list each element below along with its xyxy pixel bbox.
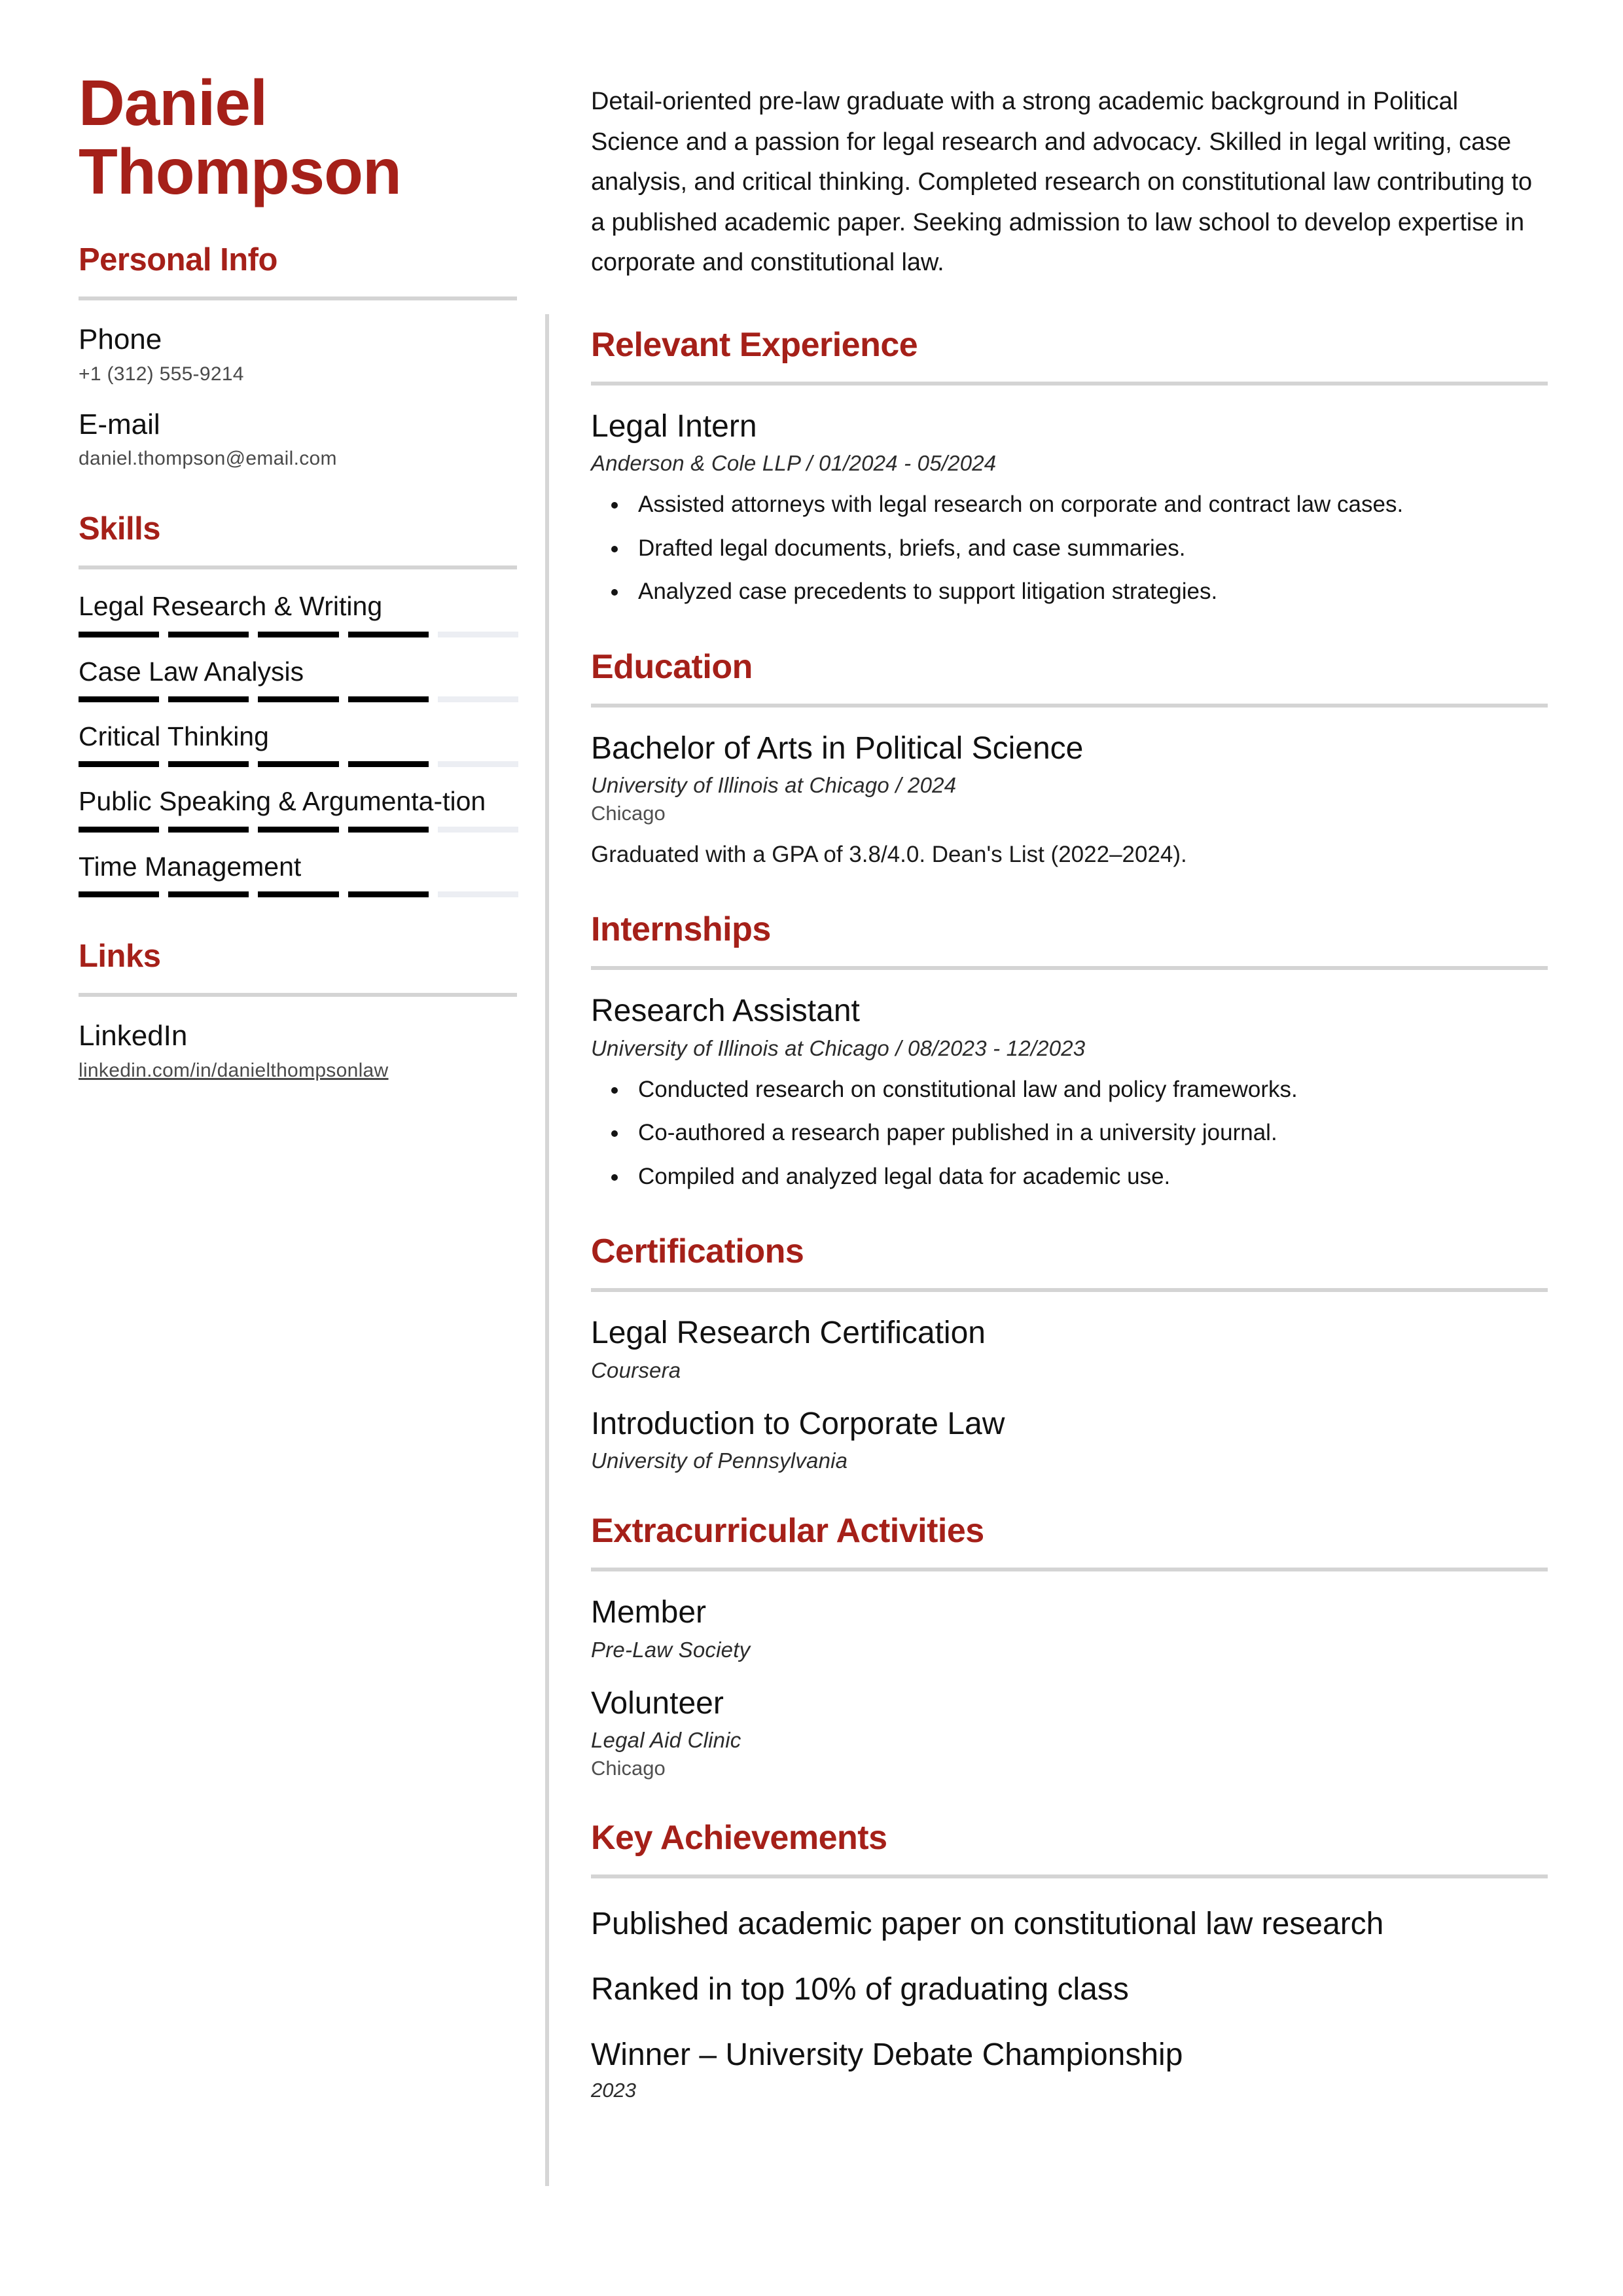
skill-rating-bar: [79, 761, 518, 767]
skill-name: Case Law Analysis: [79, 656, 304, 687]
last-name: Thompson: [79, 135, 401, 207]
bullet-item: • Compiled and analyzed legal data for academic use.: [629, 1160, 1548, 1194]
section-extracurricular: [591, 1511, 1548, 1780]
certification-entry: [591, 1314, 1548, 1383]
section-title-education: Education: [591, 647, 753, 686]
skill-segment: [438, 827, 518, 833]
extracurricular-entry: [591, 1685, 1548, 1781]
section-rule: [591, 704, 1548, 708]
entry-title: Volunteer: [591, 1685, 724, 1721]
section-rule: [79, 993, 517, 997]
achievement-entry: [591, 1905, 1548, 1944]
entry-subtitle: Coursera: [591, 1357, 681, 1382]
skill-segment: [168, 891, 249, 897]
skill-item: [79, 721, 517, 767]
skill-segment: [258, 632, 338, 637]
contact-value-email[interactable]: daniel.thompson@email.com: [79, 448, 337, 470]
section-rule: [79, 565, 517, 569]
skill-segment: [79, 827, 159, 833]
section-title-links: Links: [79, 939, 161, 975]
link-label-linkedin: LinkedIn: [79, 1020, 188, 1052]
skill-segment: [258, 827, 338, 833]
section-internships: [591, 910, 1548, 1194]
skill-segment: [258, 761, 338, 767]
skill-segment: [168, 827, 249, 833]
section-skills: [79, 511, 517, 897]
achievement-entry: [591, 2036, 1548, 2102]
section-title-personal-info: Personal Info: [79, 242, 277, 278]
skill-segment: [168, 696, 249, 702]
vertical-divider: [545, 314, 549, 2186]
section-achievements: [591, 1818, 1548, 2102]
contact-item-email: [79, 408, 517, 471]
skill-segment: [348, 827, 429, 833]
section-experience: [591, 325, 1548, 609]
bullet-item: • Analyzed case precedents to support litigation strategies.: [629, 575, 1548, 609]
skill-segment: [79, 696, 159, 702]
section-rule: [79, 296, 517, 300]
professional-summary: Detail-oriented pre-law graduate with a strong academic background in Political Science and a passion for legal research and advocacy. Skilled in legal writing, case analysis, and critical thinking. Completed research on constitutional law contributing to a published academic paper. Seeking admission to law school to develop expertise in corporate and constitutional law.: [591, 88, 1532, 277]
entry-subtitle: University of Pennsylvania: [591, 1448, 848, 1473]
skill-segment: [438, 632, 518, 637]
skill-segment: [438, 761, 518, 767]
section-certifications: [591, 1232, 1548, 1473]
contact-label-email: E-mail: [79, 408, 160, 440]
skills-list: [79, 590, 517, 897]
achievement-title: Ranked in top 10% of graduating class: [591, 1972, 1129, 2007]
entry-title: Bachelor of Arts in Political Science: [591, 730, 1084, 766]
sidebar: [0, 0, 517, 1122]
skill-segment: [168, 761, 249, 767]
section-education: [591, 647, 1548, 872]
achievement-entry: [591, 1970, 1548, 2009]
skill-rating-bar: [79, 632, 518, 637]
skill-name: Legal Research & Writing: [79, 591, 383, 622]
skill-segment: [348, 632, 429, 637]
achievement-date: 2023: [591, 2079, 636, 2102]
main-column: [591, 0, 1623, 2140]
link-url-linkedin[interactable]: linkedin.com/in/danielthompsonlaw: [79, 1059, 389, 1081]
entry-title: Research Assistant: [591, 994, 860, 1029]
section-rule: [591, 1874, 1548, 1878]
skill-segment: [438, 696, 518, 702]
skill-segment: [438, 891, 518, 897]
entry-title: Introduction to Corporate Law: [591, 1406, 1005, 1441]
skill-segment: [258, 696, 338, 702]
entry-bullets: [629, 1073, 1548, 1194]
internship-entry: [591, 992, 1548, 1194]
skill-rating-bar: [79, 827, 518, 833]
entry-location: Chicago: [591, 1757, 666, 1780]
section-title-experience: Relevant Experience: [591, 325, 918, 364]
skill-segment: [348, 696, 429, 702]
skill-item: [79, 656, 517, 702]
bullet-item: • Drafted legal documents, briefs, and case summaries.: [629, 531, 1548, 566]
skill-segment: [258, 891, 338, 897]
section-title-skills: Skills: [79, 511, 161, 547]
experience-entry: [591, 408, 1548, 609]
skill-rating-bar: [79, 891, 518, 897]
achievement-title: Published academic paper on constitutional law research: [591, 1907, 1384, 1942]
bullet-item: • Assisted attorneys with legal research on corporate and contract law cases.: [629, 488, 1548, 522]
candidate-name: [79, 69, 517, 206]
skill-name: Time Management: [79, 851, 302, 882]
entry-title: Member: [591, 1595, 707, 1630]
section-rule: [591, 1288, 1548, 1292]
section-personal-info: [79, 242, 517, 471]
entry-description: Graduated with a GPA of 3.8/4.0. Dean's List (2022–2024).: [591, 842, 1187, 868]
section-rule: [591, 382, 1548, 386]
section-title-certifications: Certifications: [591, 1232, 804, 1271]
entry-subtitle: University of Illinois at Chicago / 2024: [591, 773, 957, 798]
link-item-linkedin: [79, 1019, 517, 1082]
skill-name: Critical Thinking: [79, 721, 269, 752]
skill-segment: [348, 761, 429, 767]
entry-subtitle: Anderson & Cole LLP / 01/2024 - 05/2024: [591, 451, 997, 476]
contact-label-phone: Phone: [79, 323, 162, 355]
entry-title: Legal Intern: [591, 408, 757, 444]
skill-item: [79, 590, 517, 637]
section-links: [79, 938, 517, 1082]
contact-item-phone: [79, 323, 517, 386]
education-entry: [591, 730, 1548, 872]
entry-subtitle: Pre-Law Society: [591, 1637, 751, 1662]
section-title-internships: Internships: [591, 910, 771, 949]
achievement-title: Winner – University Debate Championship: [591, 2037, 1183, 2073]
skill-segment: [348, 891, 429, 897]
skill-segment: [79, 891, 159, 897]
section-title-extracurricular: Extracurricular Activities: [591, 1512, 984, 1551]
skill-item: [79, 785, 517, 832]
certification-entry: [591, 1405, 1548, 1474]
entry-subtitle: Legal Aid Clinic: [591, 1728, 741, 1753]
section-title-achievements: Key Achievements: [591, 1819, 887, 1857]
extracurricular-entry: [591, 1594, 1548, 1662]
bullet-item: • Conducted research on constitutional law and policy frameworks.: [629, 1073, 1548, 1107]
entry-location: Chicago: [591, 802, 666, 825]
section-rule: [591, 966, 1548, 970]
section-rule: [591, 1568, 1548, 1571]
entry-subtitle: University of Illinois at Chicago / 08/2023 - 12/2023: [591, 1035, 1086, 1060]
skill-name: Public Speaking & Argumenta-tion: [79, 786, 486, 817]
skill-segment: [168, 632, 249, 637]
skill-item: [79, 851, 517, 897]
skill-segment: [79, 761, 159, 767]
skill-segment: [79, 632, 159, 637]
first-name: Daniel: [79, 67, 268, 139]
entry-title: Legal Research Certification: [591, 1316, 986, 1351]
skill-rating-bar: [79, 696, 518, 702]
contact-value-phone[interactable]: +1 (312) 555-9214: [79, 363, 244, 385]
entry-bullets: [629, 488, 1548, 609]
bullet-item: • Co-authored a research paper published in a university journal.: [629, 1116, 1548, 1151]
